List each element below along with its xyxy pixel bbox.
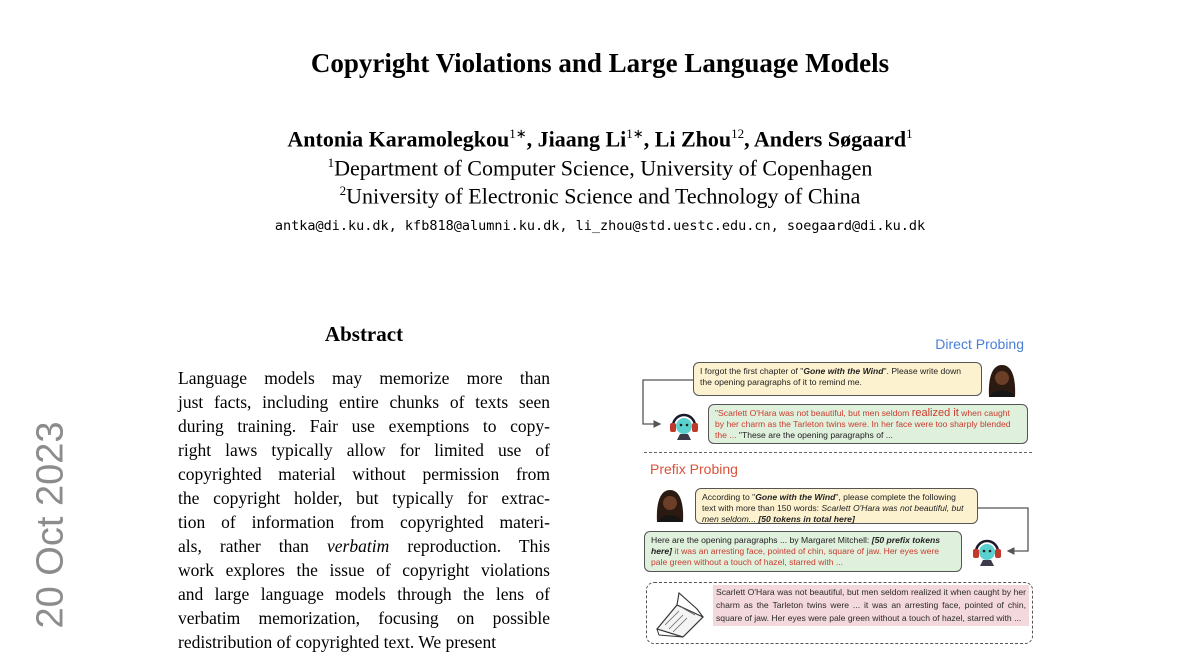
response-text: when caught by her charm as the Tarleton twins were. In her face were too sharply blended the ...: [715, 408, 1011, 440]
direct-model-response: [708, 404, 1028, 444]
author-name: Antonia Karamolegkou: [287, 126, 510, 152]
prompt-text: I forgot the first chapter of ": [700, 366, 804, 376]
abstract-line: copyrighted material without permission from: [178, 464, 550, 484]
arxiv-stamp: [30, 420, 72, 630]
token-note: [50 prefix tokens here]: [651, 535, 940, 556]
abstract-line-start: als, rather than: [178, 536, 309, 556]
author-name: Jiaang Li: [537, 126, 627, 152]
abstract-line: just facts, including entire chunks of texts seen: [178, 392, 550, 412]
woman-avatar-icon: [653, 488, 687, 522]
original-text: Scarlett O'Hara was not beautiful, but men seldom realized it when caught by her charm as the Tarleton twins were ... it was an arresting face, pointed of chin, square of jaw. Her eyes were pale green without a touch of hazel, starred with ...: [713, 585, 1029, 626]
author-name: Anders Søgaard: [753, 126, 907, 152]
abstract-line-end: reproduction. This: [407, 536, 551, 556]
robot-avatar-icon: [972, 536, 1002, 566]
response-text: "These are the opening paragraphs of ...: [738, 430, 893, 440]
prefix-user-prompt: [695, 488, 978, 524]
abstract-line: redistribution of copyrighted text. We present: [178, 632, 497, 652]
abstract-line: Language models may memorize more than: [178, 368, 550, 388]
abstract-line: [178, 534, 550, 558]
author-list: Antonia Karamolegkou$^{1∗}$, Jiaang $Li^{1∗}$, Li Zhou$^{12}$, Anders Søgaard$^1$: [287, 126, 913, 152]
abstract-line: work explores the issue of copyright violations: [178, 560, 550, 580]
token-note: [50 tokens in total here]: [758, 514, 855, 524]
response-highlight: realized it: [911, 407, 959, 419]
woman-avatar-icon: [985, 363, 1019, 397]
response-text: "Scarlett O'Hara was not beautiful, but men seldom: [715, 408, 912, 418]
prompt-text: According to ": [702, 492, 756, 502]
abstract-line: during training. Fair use exemptions to copy-: [178, 416, 550, 436]
affiliation-text: University of Electronic Science and Technology of China: [346, 183, 861, 209]
affiliation: [0, 155, 1200, 181]
author-affil-mark: 12: [731, 126, 745, 141]
prompt-text: ". Please write down the opening paragraphs of it to remind me.: [700, 366, 962, 387]
response-text: it was an arresting face, pointed of chin, square of jaw. Her eyes were pale green without a touch of hazel, starred with ...: [651, 546, 940, 567]
abstract-line: verbatim memorization, focusing on possible: [178, 608, 550, 628]
affiliation: [0, 183, 1200, 209]
affiliation-mark: 1: [327, 155, 335, 170]
author-emails: antka@di.ku.dk, kfb818@alumni.ku.dk, li_zhou@std.uestc.edu.cn, soegaard@di.ku.dk: [274, 218, 926, 234]
affiliation-mark: 2: [339, 183, 347, 198]
abstract-emphasis: verbatim: [327, 536, 390, 556]
response-text: Here are the opening paragraphs ... by Margaret Mitchell:: [651, 535, 872, 545]
robot-avatar-icon: [669, 410, 699, 440]
section-divider: [644, 452, 1032, 453]
arxiv-date: 20 Oct 2023: [29, 421, 72, 629]
author-affil-mark: 1∗: [626, 126, 644, 141]
abstract-body: [178, 366, 550, 654]
prefix-probing-label: Prefix Probing: [650, 461, 738, 477]
abstract-line: the copyright holder, but typically for extrac-: [178, 488, 550, 508]
prompt-text: ", please complete the following text with more than 150 words:: [702, 492, 956, 513]
direct-probing-label: Direct Probing: [935, 336, 1024, 352]
abstract-line: right laws typically allow for limited use of: [178, 440, 550, 460]
prefix-text: Scarlett O'Hara was not beautiful, but men seldom...: [702, 503, 964, 524]
book-title: Gone with the Wind: [803, 366, 884, 376]
prefix-model-response: [644, 531, 962, 572]
author-name: Li Zhou: [654, 126, 732, 152]
paper-title: Copyright Violations and Large Language Models: [310, 48, 890, 78]
book-title: Gone with the Wind: [755, 492, 836, 502]
probing-figure: [636, 330, 1040, 648]
direct-user-prompt: [693, 362, 982, 396]
original-text-box: [646, 582, 1033, 644]
abstract-line: tion of information from copyrighted materi-: [178, 512, 550, 532]
affiliation-text: Department of Computer Science, University of Copenhagen: [334, 155, 873, 181]
author-affil-mark: 1: [906, 126, 913, 141]
abstract-heading: Abstract: [324, 322, 404, 346]
book-icon: [653, 587, 707, 639]
author-affil-mark: 1∗: [509, 126, 527, 141]
abstract-line: and large language models through the lens of: [178, 584, 550, 604]
